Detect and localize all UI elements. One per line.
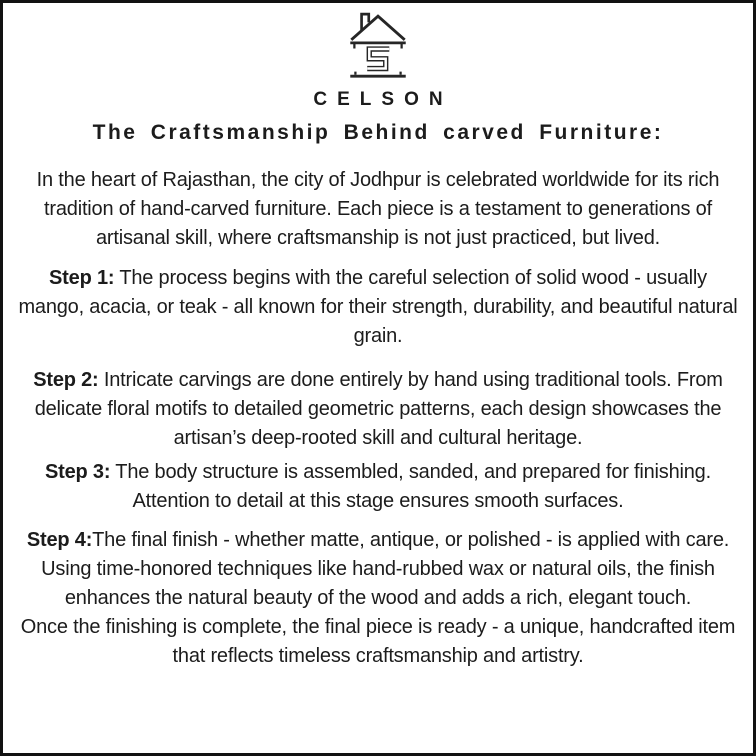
step-1-text: The process begins with the careful selection of solid wood - usually mango, acacia, or teak - all known for their strength, durability, and beautiful natural grain. bbox=[18, 267, 738, 347]
intro-paragraph: In the heart of Rajasthan, the city of Jodhpur is celebrated worldwide for its rich tradition of hand-carved furniture. Each piece is a testament to generations of artisanal skill, where craftsmanship is not just practiced, but lived. bbox=[36, 169, 720, 249]
step-3-text: The body structure is assembled, sanded, and prepared for finishing. Attention to detail at this stage ensures smooth surfaces. bbox=[110, 461, 711, 512]
page-title: The Craftsmanship Behind carved Furniture: bbox=[92, 121, 664, 144]
step-1-label: Step 1: bbox=[49, 267, 115, 289]
step-2-text: Intricate carvings are done entirely by hand using traditional tools. From delicate floral motifs to detailed geometric patterns, each design showcases the artisan’s deep-rooted skill and cultural heritage. bbox=[34, 369, 723, 449]
step-4-paragraph bbox=[18, 526, 738, 613]
step-4-label: Step 4: bbox=[26, 529, 93, 551]
step-3-paragraph bbox=[18, 458, 738, 516]
step-2-label: Step 2: bbox=[33, 369, 99, 391]
closing-paragraph: Once the finishing is complete, the final piece is ready - a unique, handcrafted item that reflects timeless craftsmanship and artistry. bbox=[20, 616, 736, 667]
brand-logo bbox=[3, 10, 753, 86]
step-1-paragraph bbox=[18, 264, 738, 351]
brand-name: CELSON bbox=[313, 89, 453, 110]
step-3-label: Step 3: bbox=[45, 461, 111, 483]
step-4-text: The final finish - whether matte, antique, or polished - is applied with care. Using time-honored techniques like hand-rubbed wax or natural oils, the finish enhances the natural beauty of the wood and adds a rich, elegant touch. bbox=[41, 529, 730, 609]
house-monogram-icon bbox=[347, 10, 409, 86]
step-2-paragraph bbox=[18, 366, 738, 453]
